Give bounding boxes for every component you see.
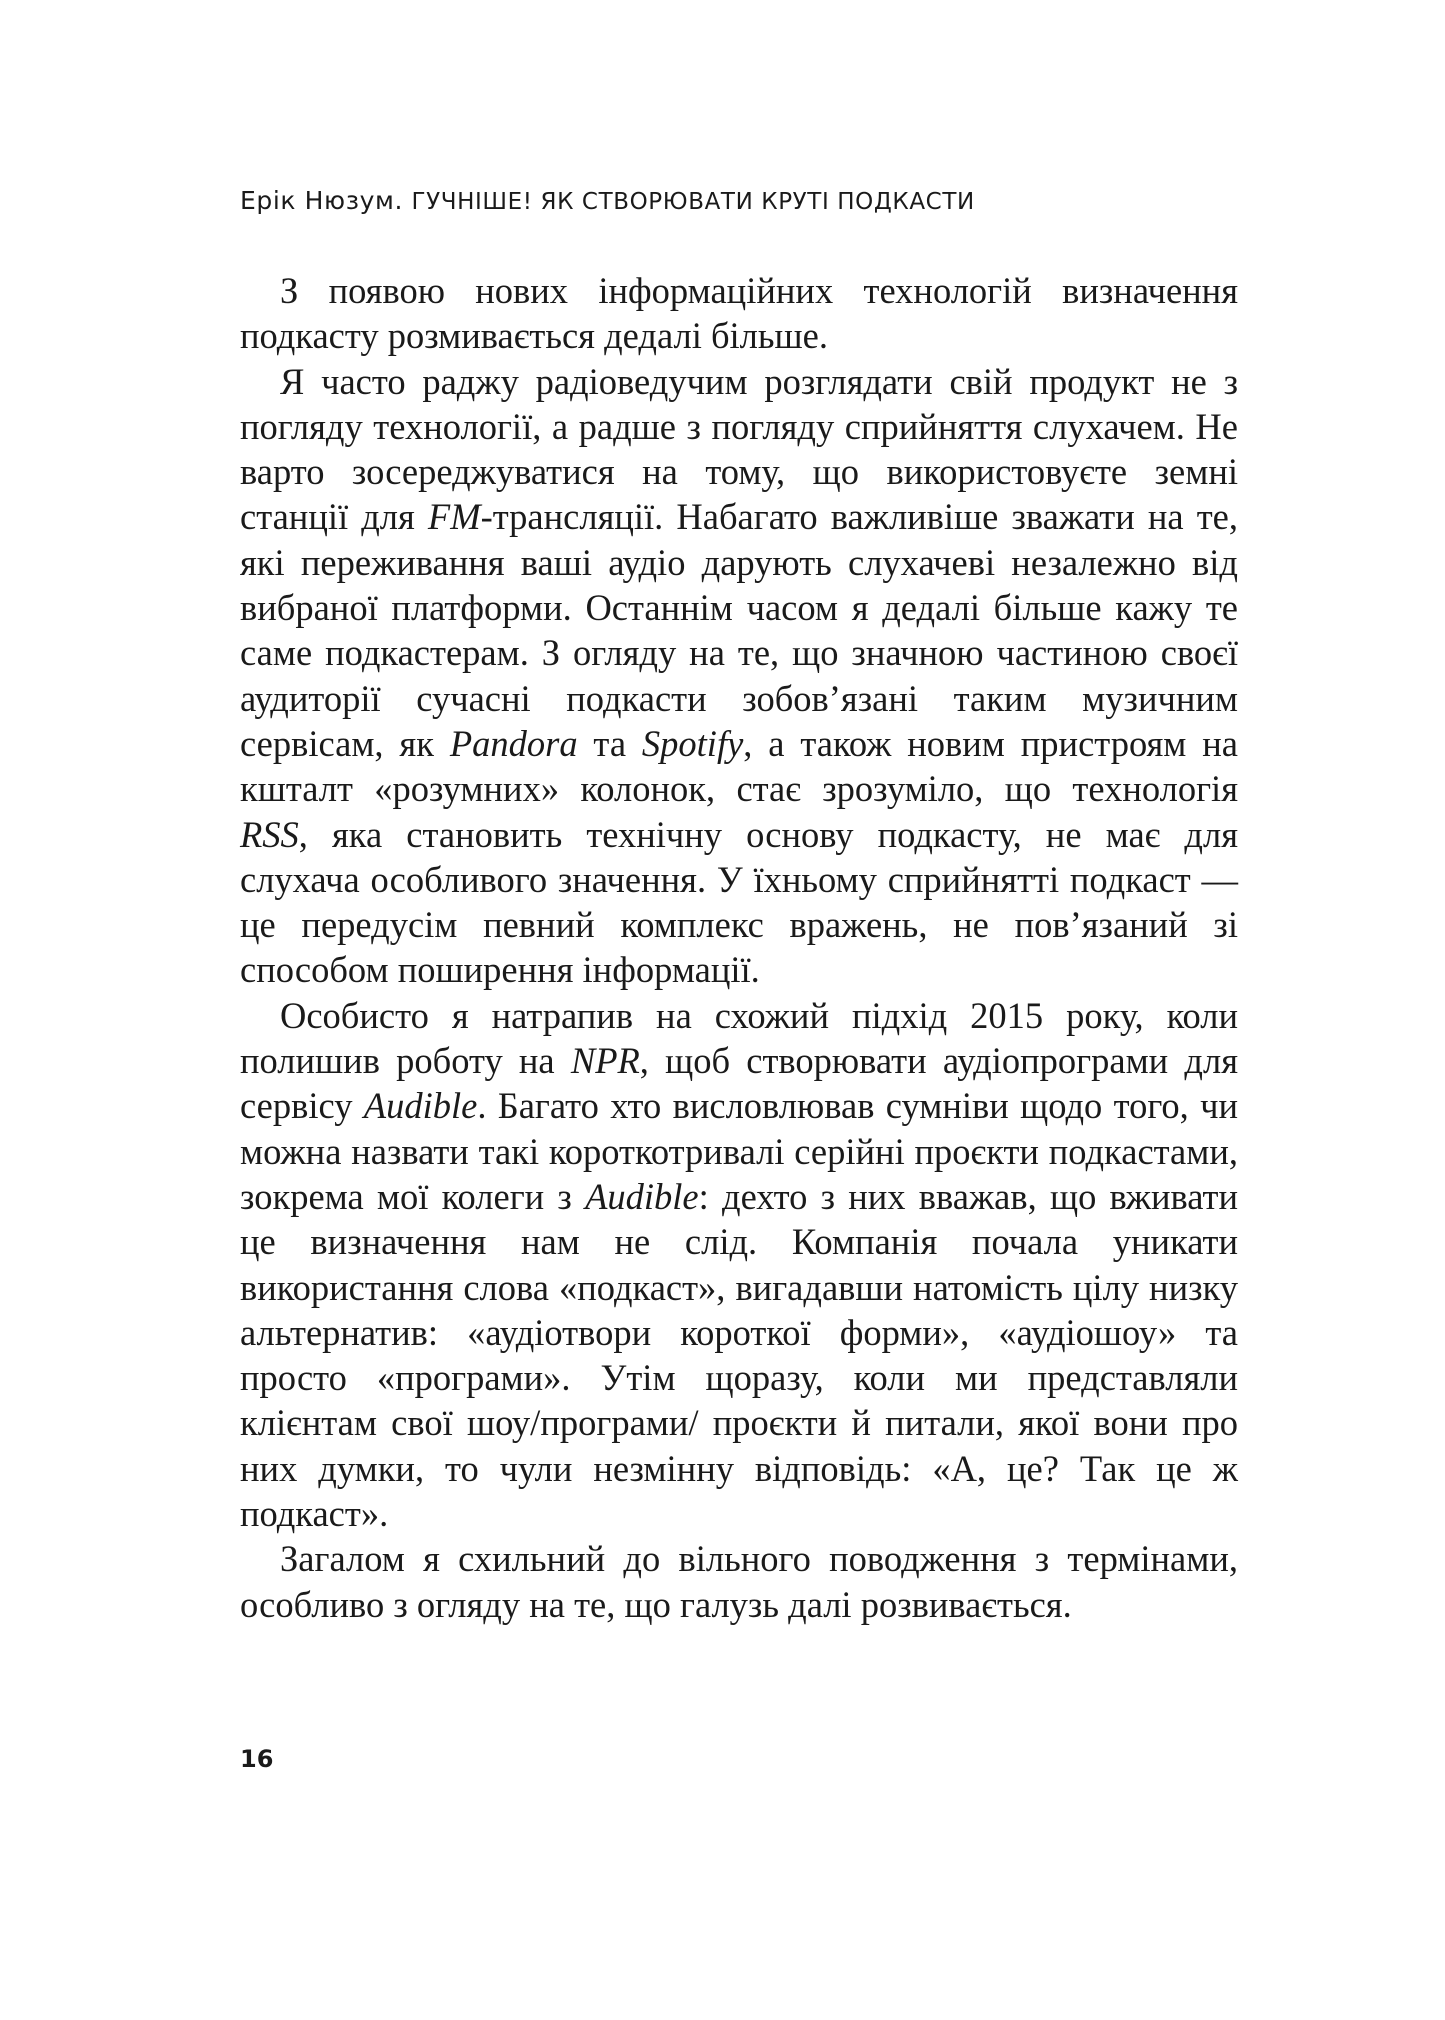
paragraph-3-text-3: . Багато хто висловлював сумніви щодо того, чи можна назвати такі короткотривалі серійні проєкти подкастами, зокрема мої колеги з [240, 1085, 1238, 1217]
audible-term-2: Audible [585, 1175, 699, 1217]
paragraph-2-text-5: , яка становить технічну основу подкасту, не має для слухача особливого значення. У їхньому сприйнятті подкаст — це передусім певний комплекс вражень, не пов’язаний зі способом поширення інформації. [240, 813, 1238, 991]
page-number: 16 [240, 1745, 274, 1773]
paragraph-2-text-3: та [577, 722, 642, 764]
paragraph-2-text-4: , а також новим пристроям на кшталт «розумних» колонок, стає зрозуміло, що технологія [240, 722, 1238, 810]
audible-term: Audible [363, 1085, 478, 1127]
paragraph-3-text-1: Особисто я натрапив на схожий підхід 2015 року, коли полишив роботу на [240, 994, 1238, 1082]
paragraph-2-text-2: -трансляції. Набагато важливіше зважати на те, які переживання ваші аудіо дарують слухачеві незалежно від вибраної платформи. Останнім часом я дедалі більше кажу те саме подкастерам. З огляду на те, що значною частиною своєї аудиторії сучасні подкасти зобов’язані таким музичним сервісам, як [240, 496, 1238, 764]
fm-term: FM [427, 496, 481, 538]
pandora-term: Pandora [449, 722, 578, 764]
running-head-author: Ерік Нюзум. [240, 186, 403, 215]
spotify-term: Spotify [641, 722, 744, 764]
paragraph-3-text-4: : дехто з них вважав, що вживати це визначення нам не слід. Компанія почала уникати використання слова «подкаст», вигадавши натомість цілу низку альтернатив: «аудіотвори короткої форми», «аудіошоу» та просто «програми». Утім щоразу, коли ми представляли клієнтам свої шоу/програми/ проєкти й питали, якої вони про них думки, то чули незмінну відповідь: «А, це? Так це ж подкаст». [240, 1175, 1238, 1535]
paragraph-1: З появою нових інформаційних технологій визначення подкасту розмивається дедалі більше. [240, 270, 1238, 357]
paragraph-2-text-1: Я часто раджу радіоведучим розглядати свій продукт не з погляду технології, а радше з погляду сприйняття слухачем. Не варто зосереджуватися на тому, що використовуєте земні станції для [240, 360, 1238, 538]
running-head-title: ГУЧНІШЕ! ЯК СТВОРЮВАТИ КРУТІ ПОДКАСТИ [411, 189, 975, 215]
body-text [240, 268, 1238, 1627]
paragraph-2 [240, 359, 1238, 993]
paragraph-3 [240, 993, 1238, 1537]
paragraph-4: Загалом я схильний до вільного поводження з термінами, особливо з огляду на те, що галузь далі розвивається. [240, 1538, 1238, 1625]
npr-term: NPR [570, 1040, 640, 1082]
rss-term: RSS [240, 813, 299, 855]
paragraph-3-text-2: , щоб створювати аудіопрограми для сервісу [240, 1040, 1239, 1127]
running-head [240, 186, 975, 215]
